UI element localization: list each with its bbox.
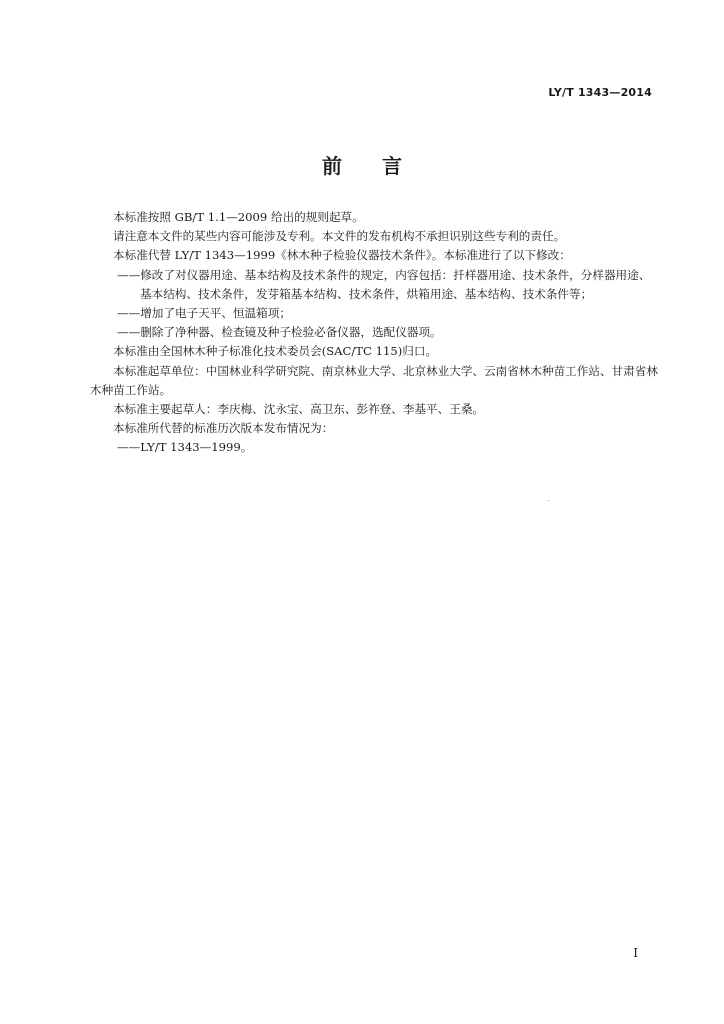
change-item-added: ——增加了电子天平、恒温箱项；	[117, 306, 291, 321]
scan-speck	[548, 500, 549, 501]
paragraph-patent-notice: 请注意本文件的某些内容可能涉及专利。本文件的发布机构不承担识别这些专利的责任。	[113, 229, 566, 244]
change-item-modified: ——修改了对仪器用途、基本结构及技术条件的规定，内容包括：扦样器用途、技术条件，分样器用途、基本结构、技术条件，发芽箱基本结构、技术条件，烘箱用途、基本结构、技术条件等；	[117, 267, 651, 301]
change-item-removed: ——删除了净种器、检查镜及种子检验必备仪器，选配仪器项。	[117, 325, 442, 340]
paragraph-drafting-units: 本标准起草单位：中国林业科学研究院、南京林业大学、北京林业大学、云南省林木种苗工作站、甘肃省林木种苗工作站。	[90, 363, 658, 397]
paragraph-committee: 本标准由全国林木种子标准化技术委员会(SAC/TC 115)归口。	[113, 344, 438, 359]
history-item: ——LY/T 1343—1999。	[117, 440, 253, 455]
foreword-body	[90, 208, 658, 458]
page-number: I	[633, 946, 638, 960]
standard-number: LY/T 1343—2014	[548, 86, 652, 99]
paragraph-history-intro: 本标准所代替的标准历次版本发布情况为：	[113, 421, 334, 436]
page-title: 前言	[322, 154, 442, 178]
paragraph-replacement: 本标准代替 LY/T 1343—1999《林木种子检验仪器技术条件》。本标准进行了以下修改：	[113, 248, 571, 263]
paragraph-drafters: 本标准主要起草人：李庆梅、沈永宝、高卫东、彭祚登、李基平、王桑。	[113, 402, 485, 417]
paragraph-drafting-rules: 本标准按照 GB/T 1.1—2009 给出的规则起草。	[113, 210, 364, 224]
